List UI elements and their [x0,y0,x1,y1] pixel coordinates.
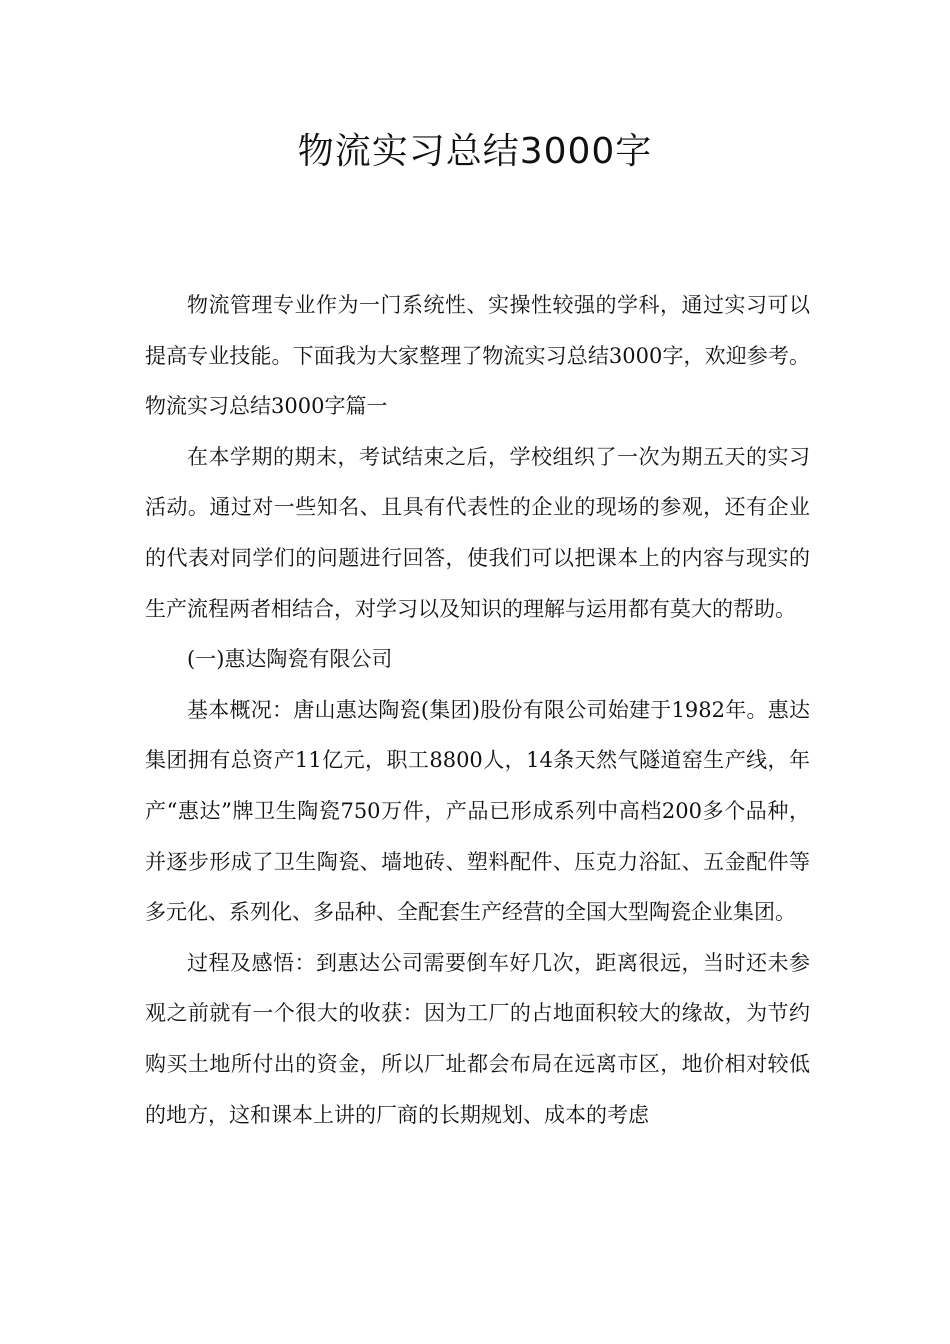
paragraph-internship-overview: 在本学期的期末，考试结束之后，学校组织了一次为期五天的实习活动。通过对一些知名、且具有代表性的企业的现场的参观，还有企业的代表对同学们的问题进行回答，使我们可以把课本上的内容与现实的生产流程两者相结合，对学习以及知识的理解与运用都有莫大的帮助。 [145,444,810,621]
document-body [145,280,810,1140]
section-heading-huida: (一)惠达陶瓷有限公司 [187,647,393,672]
paragraph-process-reflection: 过程及感悟：到惠达公司需要倒车好几次，距离很远，当时还未参观之前就有一个很大的收获：因为工厂的占地面积较大的缘故，为节约购买土地所付出的资金，所以厂址都会布局在远离市区，地价相对较低的地方，这和课本上讲的厂商的长期规划、成本的考虑 [145,950,810,1127]
paragraph-intro: 物流管理专业作为一门系统性、实操性较强的学科，通过实习可以提高专业技能。下面我为大家整理了物流实习总结3000字，欢迎参考。物流实习总结3000字篇一 [145,293,810,419]
document-title: 物流实习总结3000字 [297,131,653,172]
paragraph-company-overview: 基本概况：唐山惠达陶瓷(集团)股份有限公司始建于1982年。惠达集团拥有总资产11亿元，职工8800人，14条天然气隧道窑生产线，年产“惠达”牌卫生陶瓷750万件，产品已形成系列中高档200多个品种，并逐步形成了卫生陶瓷、墙地砖、塑料配件、压克力浴缸、五金配件等多元化、系列化、多品种、全配套生产经营的全国大型陶瓷企业集团。 [145,697,810,925]
